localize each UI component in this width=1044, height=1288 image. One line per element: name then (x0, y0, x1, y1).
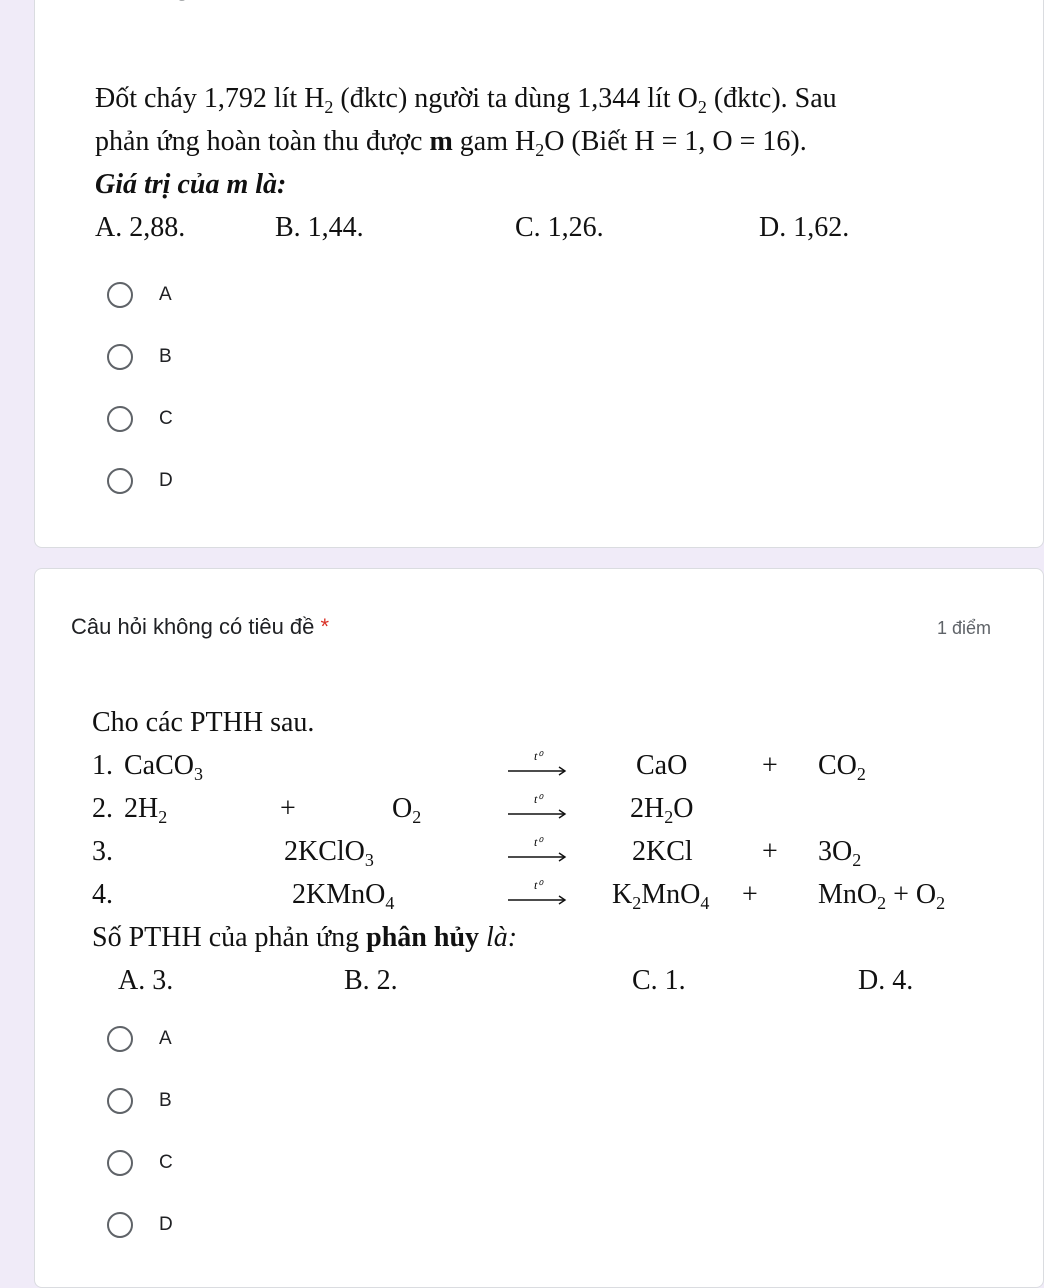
question-points: 1 điểm (936, 618, 991, 638)
choice-c-text: C. 1. (632, 965, 686, 996)
option-label: C (159, 408, 173, 429)
choice-d-text: D. 1,62. (759, 212, 850, 243)
radio-button[interactable] (107, 468, 133, 494)
heat-arrow-icon (506, 789, 568, 823)
radio-button[interactable] (107, 344, 133, 370)
question-prompt: Giá trị của m là: (95, 169, 287, 200)
question-card-2 (34, 568, 1044, 1288)
option-label: C (159, 1152, 173, 1173)
choice-d-text: D. 4. (858, 965, 914, 996)
intro-text: Cho các PTHH sau. (92, 707, 315, 738)
svg-text:t⁰: t⁰ (534, 792, 543, 806)
equation-2: 2. $2H_2$ + $O_2$ t⁰ $2H_2O$ (92, 787, 1012, 830)
question-image-1 (95, 77, 995, 249)
option-label: B (159, 346, 172, 367)
option-label: D (159, 470, 173, 491)
option-label: B (159, 1090, 172, 1111)
question-prompt: Số PTHH của phản ứng phân hủy là: (92, 922, 518, 953)
option-label: A (159, 1028, 172, 1049)
question-card-1 (34, 0, 1044, 548)
heat-arrow-icon (506, 875, 568, 909)
equation-4: 4. 2KMnO$_4$ t⁰ $K_2MnO_4$ + $MnO_2 + O_2$ (92, 873, 1012, 916)
heat-arrow-icon (506, 746, 568, 780)
svg-text:t⁰: t⁰ (534, 835, 543, 849)
equation-1: 1. CaCO$_3$ t⁰ CaO + $CO_2$ (92, 744, 1012, 787)
choice-b-text: B. 2. (344, 965, 398, 996)
radio-button[interactable] (107, 406, 133, 432)
heat-arrow-icon (506, 832, 568, 866)
question-text-line-2: phản ứng hoàn toàn thu được m gam $H_2O$ (Biết H = 1, O = 16). (95, 126, 807, 160)
radio-button[interactable] (107, 1026, 133, 1052)
radio-button[interactable] (107, 1150, 133, 1176)
answer-choices (92, 959, 1012, 1002)
question-image-2 (92, 701, 1012, 1002)
svg-text:t⁰: t⁰ (534, 749, 543, 763)
question-title: Câu hỏi không có tiêu đề * (71, 614, 330, 639)
question-text-line-1: Đốt cháy 1,792 lít $H_2$ (đktc) người ta dùng 1,344 lít $O_2$ (đktc). Sau (95, 83, 837, 117)
option-label: D (159, 1214, 173, 1235)
answer-choices (95, 206, 995, 249)
equation-3: 3. 2KClO$_3$ t⁰ 2KCl + $3O_2$ (92, 830, 1012, 873)
radio-button[interactable] (107, 282, 133, 308)
choice-b-text: B. 1,44. (275, 212, 364, 243)
radio-button[interactable] (107, 1088, 133, 1114)
required-asterisk: * (320, 614, 330, 639)
choice-c-text: C. 1,26. (515, 212, 604, 243)
choice-a-text: A. 2,88. (95, 212, 186, 243)
choice-a-text: A. 3. (118, 965, 174, 996)
option-label: A (159, 284, 172, 305)
radio-button[interactable] (107, 1212, 133, 1238)
svg-text:t⁰: t⁰ (534, 878, 543, 892)
